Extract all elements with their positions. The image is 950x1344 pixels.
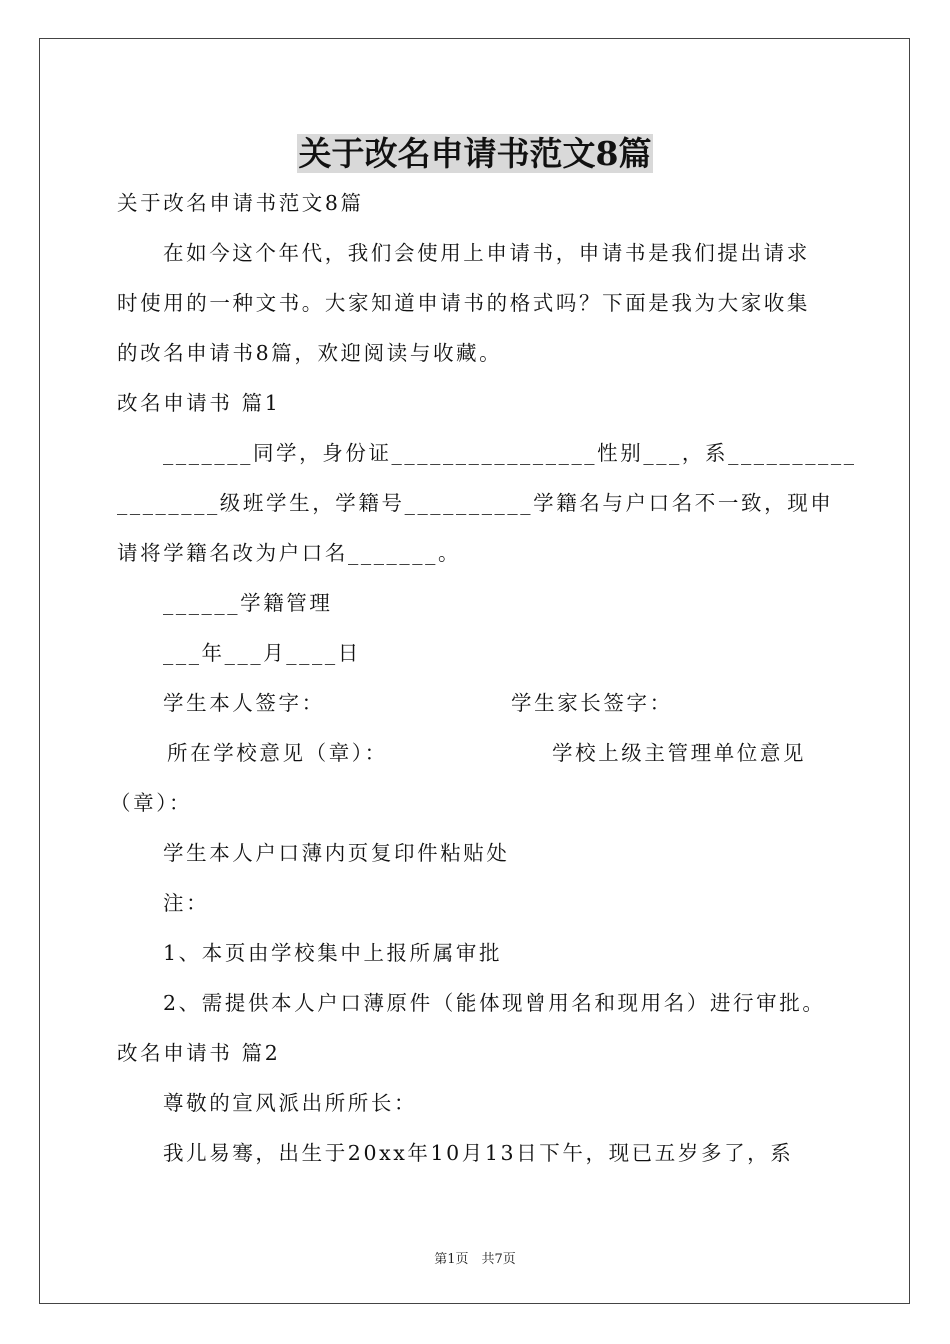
paragraph-line: 时使用的一种文书。大家知道申请书的格式吗？下面是我为大家收集: [117, 291, 810, 315]
form-line: _______同学，身份证________________性别___，系__________: [163, 441, 857, 465]
student-signature-label: 学生本人签字：: [163, 691, 325, 715]
section-heading: 改名申请书 篇2: [117, 1041, 281, 1065]
stamp-line: （章）：: [110, 791, 193, 815]
note-item: 2、需提供本人户口薄原件（能体现曾用名和现用名）进行审批。: [163, 991, 826, 1015]
superior-opinion-label: 学校上级主管理单位意见: [552, 741, 807, 765]
paragraph-line: 的改名申请书8篇，欢迎阅读与收藏。: [117, 341, 503, 365]
form-line: ________级班学生，学籍号__________学籍名与户口名不一致，现申: [117, 491, 834, 515]
date-line: ___年___月____日: [163, 641, 361, 665]
paragraph-line: 在如今这个年代，我们会使用上申请书，申请书是我们提出请求: [163, 241, 810, 265]
section-heading: 改名申请书 篇1: [117, 391, 281, 415]
form-line: 请将学籍名改为户口名_______。: [117, 541, 462, 565]
page-footer: 第1页 共7页: [434, 1252, 516, 1267]
form-line: ______学籍管理: [163, 591, 333, 615]
document-title: 关于改名申请书范文8篇: [298, 134, 652, 173]
paragraph-line: 学生本人户口薄内页复印件粘贴处: [163, 841, 510, 865]
note-label: 注：: [163, 891, 210, 915]
note-item: 1、本页由学校集中上报所属审批: [163, 941, 503, 965]
subtitle-line: 关于改名申请书范文8篇: [117, 191, 364, 215]
parent-signature-label: 学生家长签字：: [511, 691, 673, 715]
salutation-line: 尊敬的宣风派出所所长：: [163, 1091, 418, 1115]
school-opinion-label: 所在学校意见（章）：: [167, 741, 388, 765]
paragraph-line: 我儿易骞，出生于20xx年10月13日下午，现已五岁多了，系: [163, 1141, 794, 1165]
